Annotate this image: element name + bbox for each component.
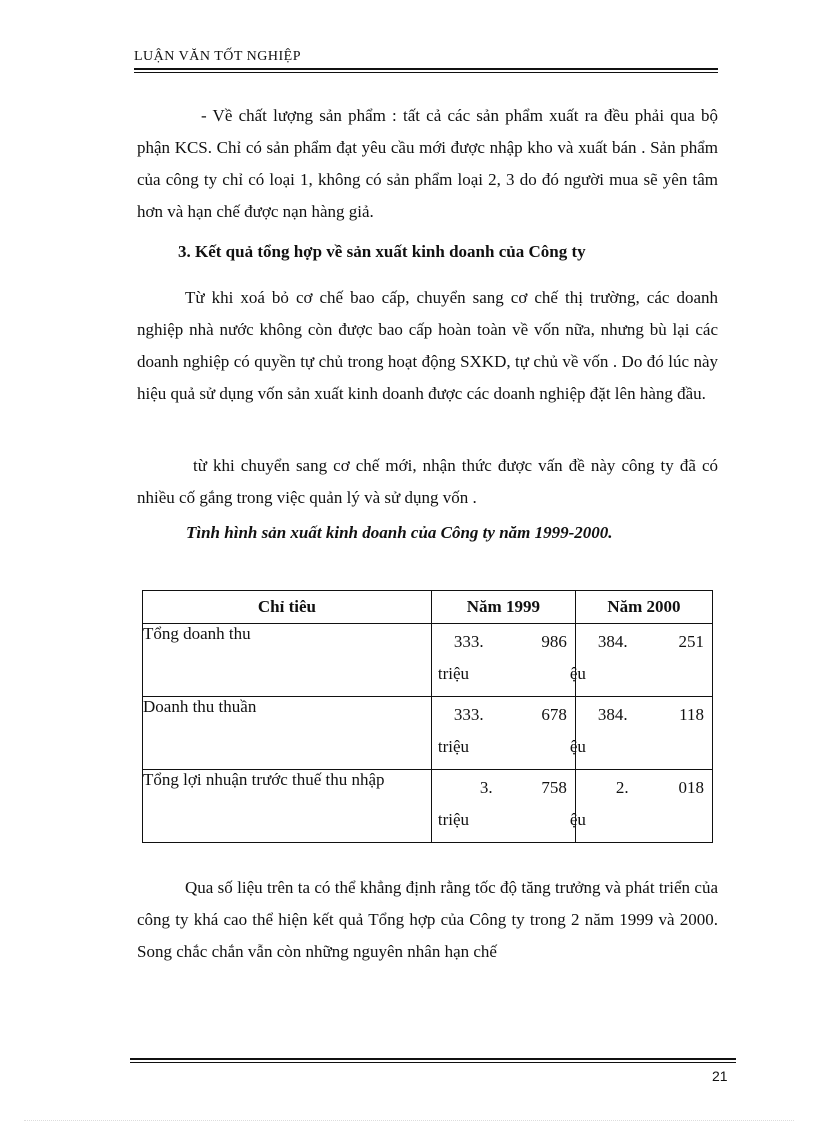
paragraph-market-shift: Từ khi xoá bỏ cơ chế bao cấp, chuyển sang cơ chế thị trường, các doanh nghiệp nhà nước không còn được bao cấp hoàn toàn về vốn nữa, nhưng bù lại các doanh nghiệp có quyền tự chủ trong hoạt động SXKD, tự chủ về vốn . Do đó lúc này hiệu quả sử dụng vốn sản xuất kinh doanh được các doanh nghiệp đặt lên hàng đầu.: [137, 288, 718, 403]
value-unit: triệu: [437, 737, 469, 756]
table-row: [143, 624, 713, 697]
value-unit: triệu: [437, 810, 469, 829]
cell-1999: [431, 624, 575, 697]
cell-1999: [431, 697, 575, 770]
cell-2000: [569, 624, 712, 697]
footer-rule: [130, 1058, 736, 1063]
value-part: 678: [541, 705, 567, 724]
cell-2000: [569, 697, 712, 770]
header-year-1999: Năm 1999: [431, 591, 575, 624]
value-part: 333.: [453, 632, 484, 651]
header-year-2000: Năm 2000: [575, 591, 712, 624]
page-edge-divider: [24, 1120, 794, 1121]
cell-2000: [569, 770, 712, 843]
value-part: 118: [679, 705, 704, 724]
value-part: 018: [678, 778, 704, 797]
value-part: 384.: [597, 632, 628, 651]
value-unit: ệu: [569, 810, 586, 829]
header-rule: [134, 68, 718, 73]
table-header-row: [143, 591, 713, 624]
row-label: Tổng doanh thu: [143, 624, 432, 697]
value-part: 2.: [615, 778, 629, 797]
table-row: [143, 770, 713, 843]
table-row: [143, 697, 713, 770]
value-part: 986: [541, 632, 567, 651]
header-indicator: Chỉ tiêu: [143, 591, 432, 624]
value-unit: triệu: [437, 664, 469, 683]
section-heading: 3. Kết quả tổng hợp về sản xuất kinh doanh của Công ty: [178, 242, 586, 261]
value-part: 251: [678, 632, 704, 651]
paragraph-conclusion: Qua số liệu trên ta có thể khẳng định rằng tốc độ tăng trưởng và phát triển của công ty khá cao thể hiện kết quả Tổng hợp của Công ty trong 2 năm 1999 và 2000. Song chắc chắn vẫn còn những nguyên nhân hạn chế: [137, 878, 718, 961]
table-caption: Tình hình sản xuất kinh doanh của Công ty năm 1999-2000.: [186, 523, 613, 542]
value-part: 384.: [597, 705, 628, 724]
row-label: Tổng lợi nhuận trước thuế thu nhập: [143, 770, 432, 843]
value-unit: ệu: [569, 737, 586, 756]
row-label: Doanh thu thuần: [143, 697, 432, 770]
value-part: 3.: [479, 778, 493, 797]
paragraph-quality: - Về chất lượng sản phẩm : tất cả các sản phẩm xuất ra đều phải qua bộ phận KCS. Chỉ có sản phẩm đạt yêu cầu mới được nhập kho và xuất bán . Sản phẩm của công ty chỉ có loại 1, không có sản phẩm loại 2, 3 do đó người mua sẽ yên tâm hơn và hạn chế được nạn hàng giả.: [137, 106, 718, 221]
value-part: 758: [541, 778, 567, 797]
cell-1999: [431, 770, 575, 843]
value-part: 333.: [453, 705, 484, 724]
page-number: 21: [712, 1068, 728, 1084]
business-results-table: [142, 590, 713, 843]
header-title: LUẬN VĂN TỐT NGHIỆP: [134, 49, 301, 64]
paragraph-new-mechanism: từ khi chuyển sang cơ chế mới, nhận thức được vấn đề này công ty đã có nhiều cố gắng trong việc quản lý và sử dụng vốn .: [137, 456, 718, 507]
value-unit: ệu: [569, 664, 586, 683]
